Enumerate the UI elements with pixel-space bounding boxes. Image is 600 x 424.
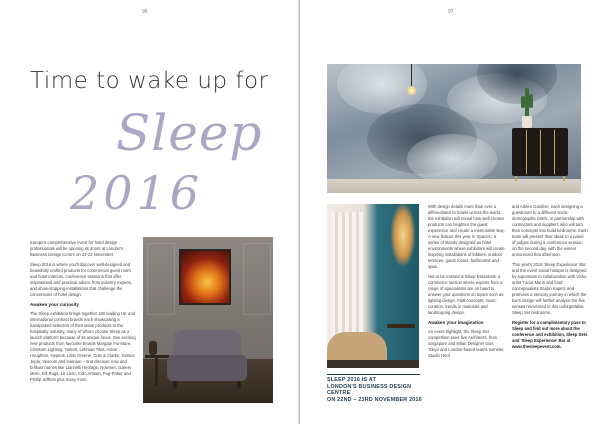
pendant-lamp xyxy=(411,64,412,86)
right-page xyxy=(300,0,600,424)
section-subhead: Awaken your imagination xyxy=(428,320,484,325)
intro-paragraph: Europe's comprehensive event for hotel design professionals will be opening its doors at London's Business Design Centre on 22-23 November. xyxy=(30,240,124,257)
body-paragraph: Not to be missed is Sleep Essentials, a commerce section where experts from a range of specialisms are on hand to answer your questions on topics such as lighting design, F&B concepts, music curation, trends in materials and landscaping design. xyxy=(428,274,504,315)
middle-text-column xyxy=(428,204,505,363)
hotel-interior-photo xyxy=(327,204,419,368)
left-page xyxy=(0,0,299,424)
wallpaper-photo xyxy=(327,64,581,193)
body-paragraph: An event highlight, the Sleep Set competition sees five Architects, from Singapore and Milan Designer trios Tokyo and London-based teams Gensler, Studio Hoof xyxy=(428,329,505,358)
headline-title: Time to wake up for xyxy=(30,68,269,94)
caption-rule xyxy=(327,374,420,375)
photo-caption xyxy=(327,377,427,403)
body-paragraph: With design details more than ever a differentiator to hotels across the world, the exhibition will reveal how well-chosen products can heighten the guest experience and create a memorable stay. A new feature this year is 'Spaces', a series of stands designed as hotel environments where exhibitors will create inspiring installations of lobbies, outdoor terraces, guest rooms, bathrooms and spas. xyxy=(428,204,505,269)
caption-line: SLEEP 2016 IS AT xyxy=(327,377,376,383)
page-number-right: 97 xyxy=(448,9,454,15)
body-paragraph: Sleep 2016 is where you'll discover well-designed and beautifully crafted products for commercial guest room and hotel interiors, conference sessions that offer inspirational and practical advice from industry experts, and show-stopping installations that challenge the conventions of hotel design. xyxy=(30,262,132,297)
headline-script-year: 2016 xyxy=(70,166,204,220)
caption-line: LONDON'S BUSINESS DESIGN CENTRE xyxy=(327,383,412,397)
caption-line: ON 22ND – 23RD NOVEMBER 2016 xyxy=(327,396,422,403)
right-text-column xyxy=(512,204,588,354)
call-to-action: Register for a complimentary pass to Sleep and find out more about the conference and exhibition, Sleep Sets and 'Sleep Experience' Bar at www.thesleepevent.com. xyxy=(512,320,588,349)
abstract-painting xyxy=(179,249,231,305)
potted-cactus xyxy=(522,116,532,128)
section-subhead: Awaken your curiosity xyxy=(30,302,79,307)
body-paragraph: This year's 2016 'Sleep Experience' Bar and the event social hotspot is designed by superstars in collaboration with Vicko artist Tucos Marin and food conceptualists Studio Kapett, and promises a sensory journey in which the bar's design will further analyse the five senses reinvented in this unforgettable Sleep Set bedrooms. xyxy=(512,262,587,315)
body-paragraph: The Sleep exhibition brings together 160 leading UK and international contract brands each showcasing a handpicked selection of their latest products to the hospitality industry, many of whom choose Sleep as a launch platform because of its unique focus. See exciting new products from favourite brands Margate Furniture, Chelsom Lighting, Tarkett, Lehman Tiles, Aston Houghton, Hypnos, Little Greene, Cole & Clarke, Gentor, Jepla, Vescom and Harnam – and discover new and brilliant names like Llannelli Heritage, Nowmer, Gallery More, Elli Rugs, Le Livre, Colo Artisan, Pug-Poker and Phillip Jeffries plus many more. xyxy=(30,311,136,382)
page-number-left: 96 xyxy=(142,9,148,15)
body-paragraph: and Adrien Gardère, each designing a guestroom to a different socio-demographic briefs, in partnership with contractors and suppliers who will turn their concepts into build bedrooms. Each team will present their ideas to a panel of judges during a conference session on the second day, with the winner announced that afternoon. xyxy=(512,204,588,257)
chandelier xyxy=(391,204,415,266)
living-room-photo xyxy=(143,237,273,403)
left-text-column xyxy=(30,240,136,387)
headline-script-word: Sleep xyxy=(116,104,263,162)
